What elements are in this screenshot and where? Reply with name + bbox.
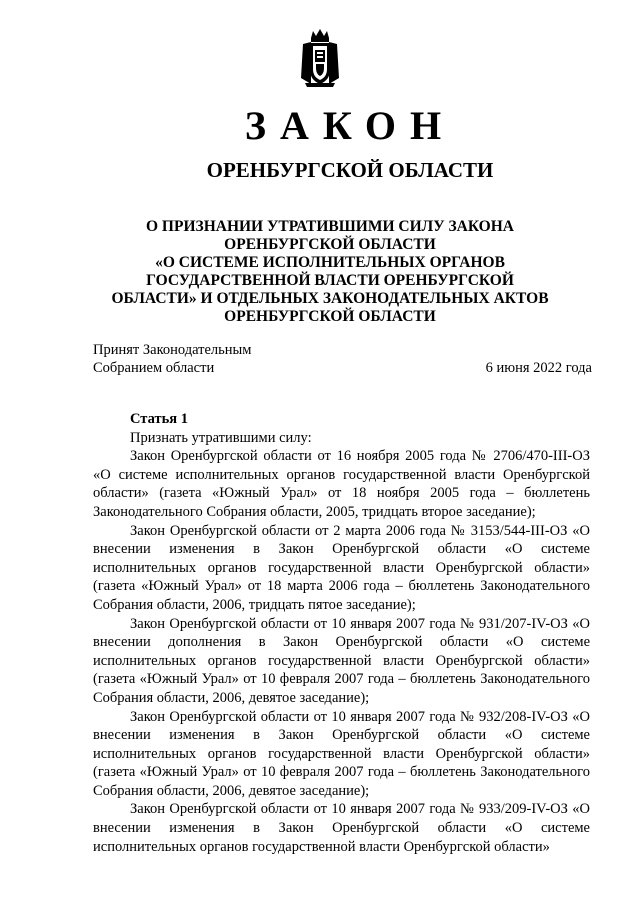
article-intro: Признать утратившими силу: bbox=[130, 429, 312, 446]
adoption-date: 6 июня 2022 года bbox=[485, 360, 592, 376]
law-heading-line: «О СИСТЕМЕ ИСПОЛНИТЕЛЬНЫХ ОРГАНОВ bbox=[155, 254, 505, 271]
article-title: Статья 1 bbox=[130, 411, 188, 427]
article-paragraph: Закон Оренбургской области от 10 января 2007 года № 931/207-IV-ОЗ «О внесении дополнения в Закон Оренбургской области «О системе исполнительных органов государственной власти Оренбургской области» (газета «Южный Урал» от 10 февраля 2007 года – бюллетень Законодательного Собрания области, 2006, девятое заседание); bbox=[93, 615, 590, 706]
adoption-line: Собранием области bbox=[93, 360, 215, 376]
coat-of-arms-icon bbox=[299, 28, 341, 88]
law-heading-line: ГОСУДАРСТВЕННОЙ ВЛАСТИ ОРЕНБУРГСКОЙ bbox=[146, 272, 514, 289]
law-heading-line: О ПРИЗНАНИИ УТРАТИВШИМИ СИЛУ ЗАКОНА bbox=[146, 218, 514, 235]
law-heading-line: ОРЕНБУРГСКОЙ ОБЛАСТИ bbox=[224, 236, 436, 253]
law-heading bbox=[80, 218, 580, 326]
article-paragraph: Закон Оренбургской области от 2 марта 2006 года № 3153/544-III-ОЗ «О внесении изменения в Закон Оренбургской области «О системе исполнительных органов государственной власти Оренбургской области» (газета «Южный Урал» от 18 марта 2006 года – бюллетень Законодательного Собрания области, 2006, тридцать пятое заседание); bbox=[93, 522, 590, 613]
article-paragraph: Закон Оренбургской области от 10 января 2007 года № 933/209-IV-ОЗ «О внесении изменения в Закон Оренбургской области «О системе исполнительных органов государственной власти Оренбургской области» bbox=[93, 801, 590, 855]
document-subtitle: ОРЕНБУРГСКОЙ ОБЛАСТИ bbox=[206, 158, 494, 182]
article-paragraph: Закон Оренбургской области от 10 января 2007 года № 932/208-IV-ОЗ «О внесении изменения в Закон Оренбургской области «О системе исполнительных органов государственной власти Оренбургской области» (газета «Южный Урал» от 10 февраля 2007 года – бюллетень Законодательного Собрания области, 2006, девятое заседание); bbox=[93, 708, 590, 799]
adoption-block bbox=[93, 341, 251, 377]
article-body bbox=[93, 410, 590, 856]
law-heading-line: ОБЛАСТИ» И ОТДЕЛЬНЫХ ЗАКОНОДАТЕЛЬНЫХ АКТОВ bbox=[111, 290, 549, 307]
adoption-line: Принят Законодательным bbox=[93, 342, 252, 358]
article-paragraph: Закон Оренбургской области от 16 ноября 2005 года № 2706/470-III-ОЗ «О системе исполнительных органов государственной власти Оренбургской области» (газета «Южный Урал» от 18 ноября 2005 года – бюллетень Законодательного Собрания области, 2005, тридцать второе заседание); bbox=[93, 448, 590, 520]
document-title: ЗАКОН bbox=[244, 103, 456, 148]
law-heading-line: ОРЕНБУРГСКОЙ ОБЛАСТИ bbox=[224, 308, 436, 325]
